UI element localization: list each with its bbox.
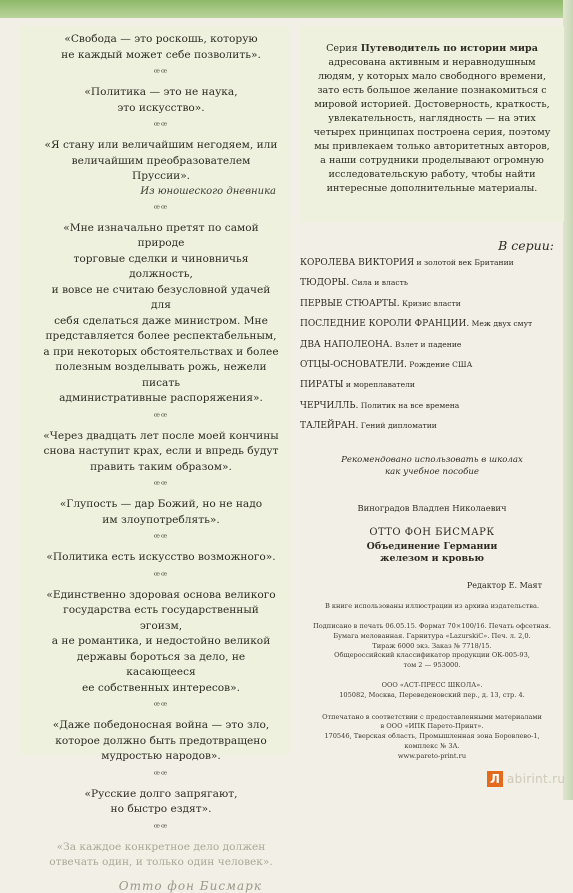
recommend-line: как учебное пособие <box>385 467 479 478</box>
recommend-line: Рекомендовано использовать в школах <box>341 455 523 466</box>
quote-line: представляется более респектабельным, <box>45 330 277 342</box>
info-column <box>300 26 564 766</box>
quote-line: «Свобода — это роскошь, которую <box>64 33 258 45</box>
quote <box>42 840 280 871</box>
series-description <box>300 26 564 222</box>
book-item <box>300 298 564 310</box>
quote-line: снова наступит крах, если и впредь будут <box>43 445 279 457</box>
quotes-list <box>42 32 280 871</box>
print-info <box>300 622 564 671</box>
in-series-heading: В серии: <box>498 238 554 253</box>
book-item-title: ДВА НАПОЛЕОНА. <box>300 339 393 350</box>
print-line: том 2 — 953000. <box>403 661 461 670</box>
quote-line: не каждый может себе позволить». <box>61 48 261 61</box>
printer-line: 170546, Тверская область, Промышленная зона Боровлево-1, <box>324 732 540 741</box>
ornament-divider: ꟹꟹ <box>153 701 169 712</box>
quote <box>42 497 280 528</box>
quote-line: «Политика есть искусство возможного». <box>46 551 276 563</box>
book-item-title: ОТЦЫ-ОСНОВАТЕЛИ. <box>300 359 407 370</box>
series-name: Путеводитель по истории мира <box>360 43 538 54</box>
book-item <box>300 339 564 351</box>
ornament-divider: ꟹꟹ <box>153 570 169 582</box>
editor: Редактор Е. Маят <box>466 581 542 591</box>
book-item-subtitle: и золотой век Британии <box>414 258 514 267</box>
book-item <box>300 359 564 371</box>
quote <box>42 588 280 697</box>
quote-line: ее собственных интересов». <box>82 681 240 694</box>
quote <box>42 85 280 116</box>
quote-source: Из юношеского дневника <box>140 185 276 197</box>
quote-line: полезным возделывать рожь, нежели писать <box>55 361 267 389</box>
quote-line: «Мне изначально претят по самой природе <box>63 221 259 249</box>
ornament-divider: ꟹꟹ <box>153 533 169 544</box>
quote <box>42 787 280 818</box>
book-item-title: КОРОЛЕВА ВИКТОРИЯ <box>300 258 415 268</box>
print-line: Подписано в печать 06.05.15. Формат 70×100/16. Печать офсетная. <box>313 621 551 630</box>
ornament-divider: ꟹꟹ <box>153 68 169 79</box>
printer-line: www.pareto-print.ru <box>397 751 467 760</box>
signature: Отто фон Бисмарк <box>118 878 262 893</box>
publisher-line: 105082, Москва, Переведеновский пер., д. 13, стр. 4. <box>339 690 525 699</box>
book-subtitle-line: Объединение Германии <box>366 541 498 553</box>
ornament-divider: ꟹꟹ <box>153 769 169 781</box>
quote <box>42 32 280 63</box>
recommendation <box>300 454 564 478</box>
right-edge-strip <box>563 0 573 800</box>
quote-line: а не романтика, и недостойно великой <box>51 635 271 647</box>
printer-line: в ООО «ИПК Парето-Принт». <box>380 722 484 731</box>
book-title: ОТТО ФОН БИСМАРК <box>369 527 495 539</box>
author-name: Виноградов Владлен Николаевич <box>357 503 507 514</box>
book-item-subtitle: Меж двух смут <box>469 319 533 329</box>
printer-line: Отпечатано в соответствии с предоставленными материалами <box>322 712 542 721</box>
logo-text: abirint.ru <box>507 772 566 786</box>
quote-line: и вовсе не считаю безусловной удачей для <box>51 283 271 311</box>
print-line: Тираж 6000 экз. Заказ № 7718/15. <box>372 641 492 650</box>
ornament-divider: ꟹꟹ <box>153 121 169 132</box>
quote <box>42 429 280 476</box>
ornament-divider: ꟹꟹ <box>153 480 169 491</box>
book-item-title: ЧЕРЧИЛЛЬ. <box>300 400 359 411</box>
illustrations-note: В книге использованы иллюстрации из архива издательства. <box>324 602 540 611</box>
quote-line: а при некоторых обстоятельствах и более <box>43 345 279 358</box>
quote-line: это искусство». <box>117 101 205 114</box>
quote-line: править таким образом». <box>90 460 232 473</box>
book-subtitle-line: железом и кровью <box>380 553 484 565</box>
publisher-info <box>300 681 564 701</box>
book-item-title: ПИРАТЫ <box>300 380 344 391</box>
series-text: адресована активным и неравнодушным людям, у которых мало свободного времени, зато есть большое желание познакомиться с мировой историей. Достоверность, краткость, увлекательность, наглядность — на этих четырех принципах построена серия, поэтому мы привлекаем только авторитетных авторов, а наши сотрудники проделывают огромную исследовательскую работу, чтобы найти интересные дополнительные материалы. <box>313 57 551 194</box>
quote-line: которое должно быть предотвращено <box>55 734 267 747</box>
print-line: Общероссийский классификатор продукции ОК-005-93, <box>334 651 530 660</box>
book-item <box>300 277 564 289</box>
quote-line: «Даже победоносная война — это зло, <box>52 719 270 731</box>
quote-line: «Единственно здоровая основа великого <box>46 588 276 601</box>
book-item <box>300 318 564 330</box>
book-item-title: ТАЛЕЙРАН. <box>300 421 359 432</box>
quote-line: мудростью народов». <box>101 750 221 762</box>
labirint-logo[interactable] <box>487 771 566 788</box>
quote <box>42 221 280 407</box>
top-green-bar <box>0 0 573 18</box>
ornament-divider: ꟹꟹ <box>153 411 169 423</box>
book-item-subtitle: Рождение США <box>406 359 473 369</box>
quote-line: себя сделаться даже министром. Мне <box>54 314 268 327</box>
book-subtitle <box>300 541 564 565</box>
printer-line: комплекс № 3А. <box>404 741 460 750</box>
quote-line: отвечать один, и только один человек». <box>49 856 273 868</box>
quote-line: величайшим преобразователем Пруссии». <box>71 154 251 182</box>
book-item-subtitle: и мореплаватели <box>343 380 415 390</box>
logo-letter-icon: Л <box>487 771 503 787</box>
quote-line: «Глупость — дар Божий, но не надо <box>59 498 263 510</box>
book-item-subtitle: Взлет и падение <box>392 339 462 349</box>
quote <box>42 138 280 185</box>
book-item-subtitle: Кризис власти <box>399 298 461 308</box>
book-item <box>300 400 564 412</box>
quote-line: «Через двадцать лет после моей кончины <box>43 429 279 442</box>
book-item <box>300 257 564 269</box>
quotes-column <box>20 26 290 893</box>
book-item-title: ПОСЛЕДНИЕ КОРОЛИ ФРАНЦИИ. <box>300 319 470 330</box>
book-item-title: ТЮДОРЫ. <box>300 278 350 289</box>
quote-line: державы бороться за дело, не касающееся <box>76 650 246 678</box>
book-item-title: ПЕРВЫЕ СТЮАРТЫ. <box>300 298 400 309</box>
book-item <box>300 420 564 432</box>
series-prefix: Серия <box>326 43 361 54</box>
quote <box>42 718 280 765</box>
book-item <box>300 379 564 391</box>
book-item-subtitle: Сила и власть <box>349 278 408 288</box>
book-list <box>300 257 564 432</box>
book-item-subtitle: Политик на все времена <box>358 400 460 410</box>
quote-line: торговые сделки и чиновничья должность, <box>73 252 249 280</box>
quote-line: административные распоряжения». <box>59 392 263 404</box>
quote-line: государства есть государственный эгоизм, <box>63 604 259 632</box>
quote <box>42 550 280 566</box>
quote-line: «Русские долго запрягают, <box>84 787 238 800</box>
quote-line: но быстро ездят». <box>110 803 212 815</box>
printer-info <box>300 713 564 762</box>
ornament-divider: ꟹꟹ <box>153 203 169 215</box>
publisher-line: ООО «АСТ-ПРЕСС ШКОЛА». <box>381 680 483 689</box>
book-item-subtitle: Гений дипломатии <box>358 421 437 431</box>
quote-line: «Политика — это не наука, <box>84 86 238 98</box>
quote-line: «Я стану или величайшим негодяем, или <box>44 139 278 151</box>
print-line: Бумага мелованная. Гарнитура «LazurskiC». Печ. л. 2,0. <box>333 631 531 640</box>
quote-line: им злоупотреблять». <box>102 513 220 526</box>
ornament-divider: ꟹꟹ <box>153 822 169 834</box>
quote-line: «За каждое конкретное дело должен <box>56 840 266 853</box>
